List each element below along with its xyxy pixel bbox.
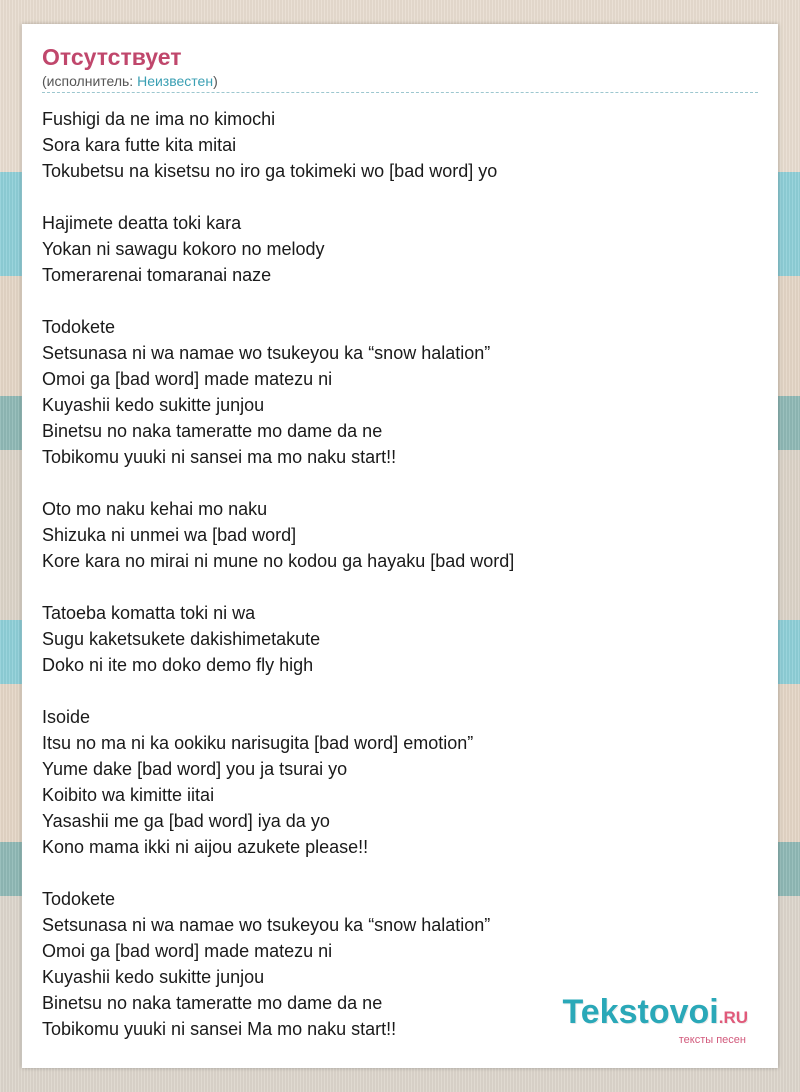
logo-subtitle: тексты песен: [678, 1034, 746, 1046]
lyric-spacer: [42, 860, 758, 886]
lyric-line: Tatoeba komatta toki ni wa: [42, 603, 256, 623]
lyric-line: Yasashii me ga [bad word] iya da yo: [42, 811, 330, 831]
lyric-line: Tokubetsu na kisetsu no iro ga tokimeki wo [bad word] yo: [42, 161, 498, 181]
lyric-line: Setsunasa ni wa namae wo tsukeyou ka “snow halation”: [42, 343, 491, 363]
lyric-line: Tobikomu yuuki ni sansei Ma mo naku start!!: [42, 1019, 397, 1039]
logo-main-text: Tekstovoi: [562, 993, 719, 1031]
lyric-line: Fushigi da ne ima no kimochi: [42, 109, 276, 129]
logo-wordmark: [563, 994, 748, 1036]
lyric-line: Binetsu no naka tameratte mo dame da ne: [42, 421, 383, 441]
lyrics-card: [22, 24, 778, 1068]
song-header: [42, 43, 758, 93]
lyric-line: Setsunasa ni wa namae wo tsukeyou ka “snow halation”: [42, 915, 491, 935]
lyric-line: Yokan ni sawagu kokoro no melody: [42, 239, 325, 259]
artist-line: [42, 72, 758, 90]
logo-tld: .RU: [718, 1008, 748, 1027]
lyric-line: Tobikomu yuuki ni sansei ma mo naku start!!: [42, 447, 397, 467]
lyric-line: Tomerarenai tomaranai naze: [42, 265, 272, 285]
lyric-line: Sugu kaketsukete dakishimetakute: [42, 629, 321, 649]
lyric-spacer: [42, 574, 758, 600]
lyric-line: Itsu no ma ni ka ookiku narisugita [bad word] emotion”: [42, 733, 474, 753]
artist-prefix: (исполнитель:: [42, 73, 138, 89]
lyric-line: Kore kara no mirai ni mune no kodou ga hayaku [bad word]: [42, 551, 515, 571]
lyric-line: Kuyashii kedo sukitte junjou: [42, 967, 265, 987]
lyric-line: Hajimete deatta toki kara: [42, 213, 242, 233]
lyric-spacer: [42, 288, 758, 314]
lyric-line: Isoide: [42, 707, 91, 727]
site-logo[interactable]: [563, 994, 748, 1046]
lyric-line: Yume dake [bad word] you ja tsurai yo: [42, 759, 348, 779]
lyric-spacer: [42, 470, 758, 496]
artist-suffix: ): [213, 73, 218, 89]
lyric-line: Kono mama ikki ni aijou azukete please!!: [42, 837, 369, 857]
lyric-line: Doko ni ite mo doko demo fly high: [42, 655, 314, 675]
lyric-spacer: [42, 184, 758, 210]
lyrics-text: [42, 106, 758, 1042]
lyric-spacer: [42, 678, 758, 704]
lyric-line: Omoi ga [bad word] made matezu ni: [42, 369, 333, 389]
lyric-line: Kuyashii kedo sukitte junjou: [42, 395, 265, 415]
artist-link[interactable]: Неизвестен: [137, 73, 214, 89]
lyric-line: Oto mo naku kehai mo naku: [42, 499, 268, 519]
lyric-line: Shizuka ni unmei wa [bad word]: [42, 525, 297, 545]
lyric-line: Binetsu no naka tameratte mo dame da ne: [42, 993, 383, 1013]
lyric-line: Todokete: [42, 317, 116, 337]
lyric-line: Omoi ga [bad word] made matezu ni: [42, 941, 333, 961]
song-title: Отсутствует: [42, 44, 182, 70]
lyric-line: Todokete: [42, 889, 116, 909]
lyric-line: Sora kara futte kita mitai: [42, 135, 237, 155]
lyric-line: Koibito wa kimitte iitai: [42, 785, 215, 805]
